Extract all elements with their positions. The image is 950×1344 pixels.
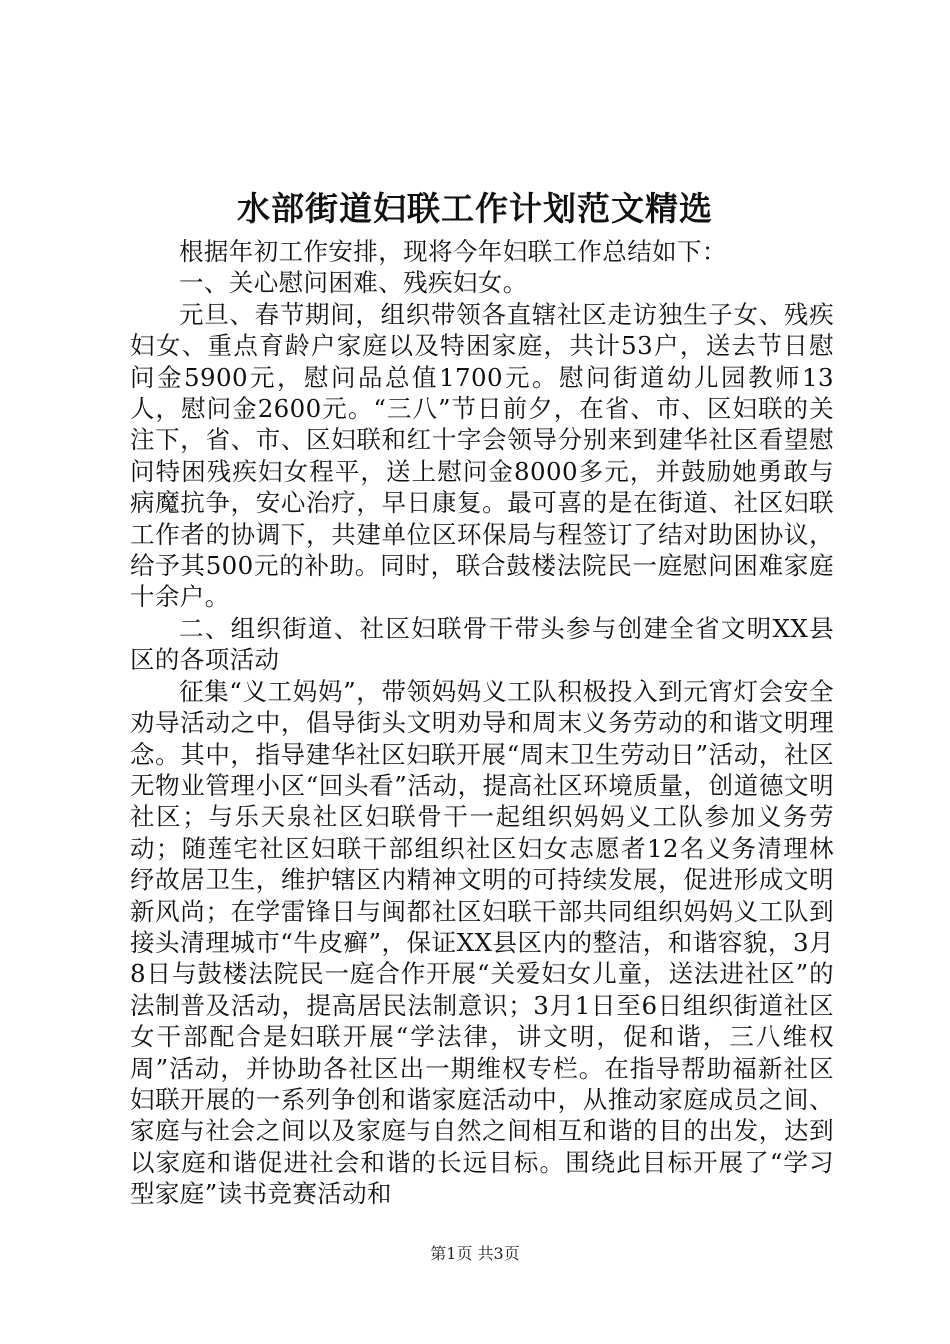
paragraph-heading-1: 一、关心慰问困难、残疾妇女。 (179, 268, 528, 298)
paragraph-intro: 根据年初工作安排，现将今年妇联工作总结如下： (179, 237, 727, 266)
page-footer: 第1页 共3页 (430, 1244, 520, 1263)
document-title: 水部街道妇联工作计划范文精选 (237, 189, 713, 228)
paragraph-heading-2: 二、组织街道、社区妇联骨干带头参与创建全省文明XX县区的各项活动 (130, 613, 834, 675)
document-body (130, 236, 834, 1210)
paragraph-section-1: 元旦、春节期间，组织带领各直辖社区走访独生子女、残疾妇女、重点育龄户家庭以及特困家庭，共计53户，送去节日慰问金5900元，慰问品总值1700元。慰问街道幼儿园教师13人，慰问金2600元。“三八”节日前夕，在省、市、区妇联的关注下，省、市、区妇联和红十字会领导分别来到建华社区看望慰问特困残疾妇女程平，送上慰问金8000多元，并鼓励她勇敢与病魔抗争，安心治疗，早日康复。最可喜的是在街道、社区妇联工作者的协调下，共建单位区环保局与程签订了结对助困协议，给予其500元的补助。同时，联合鼓楼法院民一庭慰问困难家庭十余户。 (130, 299, 834, 612)
paragraph-section-2: 征集“义工妈妈”，带领妈妈义工队积极投入到元宵灯会安全劝导活动之中，倡导街头文明劝导和周末义务劳动的和谐文明理念。其中，指导建华社区妇联开展“周末卫生劳动日”活动，社区无物业管理小区“回头看”活动，提高社区环境质量，创道德文明社区；与乐天泉社区妇联骨干一起组织妈妈义工队参加义务劳动；随莲宅社区妇联干部组织社区妇女志愿者12名义务清理林纾故居卫生，维护辖区内精神文明的可持续发展，促进形成文明新风尚；在学雷锋日与闽都社区妇联干部共同组织妈妈义工队到接头清理城市“牛皮癣”，保证XX县区内的整洁，和谐容貌，3月8日与鼓楼法院民一庭合作开展“关爱妇女儿童，送法进社区”的法制普及活动，提高居民法制意识；3月1日至6日组织街道社区女干部配合是妇联开展“学法律，讲文明，促和谐，三八维权周”活动，并协助各社区出一期维权专栏。在指导帮助福新社区妇联开展的一系列争创和谐家庭活动中，从推动家庭成员之间、家庭与社会之间以及家庭与自然之间相互和谐的目的出发，达到以家庭和谐促进社会和谐的长远目标。围绕此目标开展了“学习型家庭”读书竞赛活动和 (130, 676, 834, 1209)
